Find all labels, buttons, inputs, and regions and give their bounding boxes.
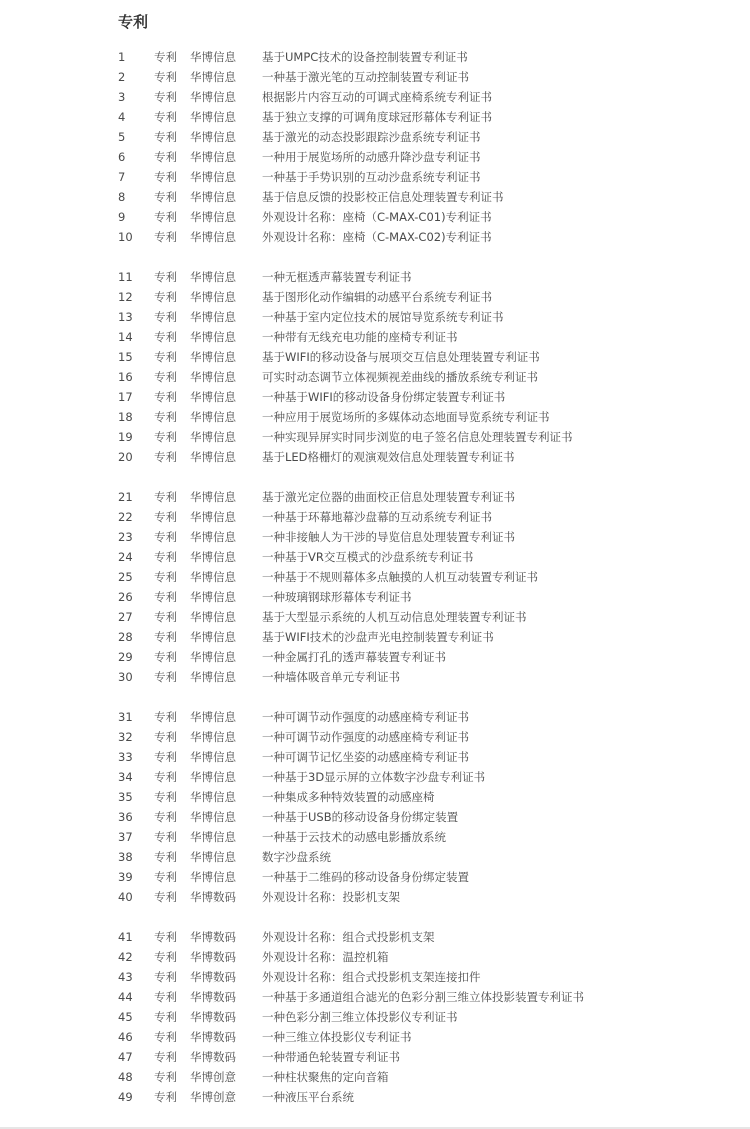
patent-number: 36 [118,810,133,824]
patent-title: 一种可调节动作强度的动感座椅专利证书 [262,710,469,724]
patent-title: 一种墙体吸音单元专利证书 [262,670,400,684]
patent-title: 基于WIFI的移动设备与展项交互信息处理装置专利证书 [262,350,540,364]
patent-row [0,147,750,167]
patent-type: 专利 [154,670,177,684]
patent-number: 43 [118,970,133,984]
patent-number: 6 [118,150,126,164]
patent-type: 专利 [154,50,177,64]
patent-company: 华博信息 [190,670,236,684]
patent-number: 8 [118,190,126,204]
patent-title: 一种基于手势识别的互动沙盘系统专利证书 [262,170,481,184]
patent-row [0,1067,750,1087]
patent-type: 专利 [154,1050,177,1064]
patent-type: 专利 [154,1090,177,1104]
patent-number: 19 [118,430,133,444]
patent-type: 专利 [154,890,177,904]
patent-type: 专利 [154,430,177,444]
patent-row [0,447,750,467]
patent-row [0,987,750,1007]
patent-row [0,967,750,987]
patent-company: 华博数码 [190,1010,236,1024]
patent-row [0,1087,750,1107]
patent-number: 2 [118,70,126,84]
patent-type: 专利 [154,950,177,964]
patent-company: 华博数码 [190,1050,236,1064]
patent-title: 一种金属打孔的透声幕装置专利证书 [262,650,446,664]
patent-company: 华博信息 [190,730,236,744]
patent-number: 13 [118,310,133,324]
patent-company: 华博数码 [190,970,236,984]
patent-title: 一种应用于展览场所的多媒体动态地面导览系统专利证书 [262,410,550,424]
patent-title: 一种基于激光笔的互动控制装置专利证书 [262,70,469,84]
patent-company: 华博信息 [190,750,236,764]
patent-type: 专利 [154,330,177,344]
patent-company: 华博数码 [190,890,236,904]
patent-type: 专利 [154,410,177,424]
patent-title: 一种基于环幕地幕沙盘幕的互动系统专利证书 [262,510,492,524]
patent-number: 16 [118,370,133,384]
patent-row [0,1007,750,1027]
patent-number: 33 [118,750,133,764]
patent-row [0,47,750,67]
patent-type: 专利 [154,230,177,244]
patent-company: 华博信息 [190,290,236,304]
patent-type: 专利 [154,450,177,464]
patent-company: 华博信息 [190,650,236,664]
patent-company: 华博信息 [190,630,236,644]
patent-title: 一种带通色轮装置专利证书 [262,1050,400,1064]
patent-number: 42 [118,950,133,964]
patent-number: 18 [118,410,133,424]
patent-company: 华博信息 [190,810,236,824]
patent-number: 25 [118,570,133,584]
patent-number: 15 [118,350,133,364]
patent-title: 外观设计名称：投影机支架 [262,890,400,904]
patent-title: 一种集成多种特效装置的动感座椅 [262,790,435,804]
patent-type: 专利 [154,970,177,984]
patent-type: 专利 [154,490,177,504]
patent-number: 20 [118,450,133,464]
patent-row [0,887,750,907]
patent-number: 23 [118,530,133,544]
patent-title: 一种三维立体投影仪专利证书 [262,1030,412,1044]
patent-type: 专利 [154,510,177,524]
patent-number: 24 [118,550,133,564]
patent-type: 专利 [154,290,177,304]
patent-number: 49 [118,1090,133,1104]
patent-type: 专利 [154,90,177,104]
patent-title: 一种用于展览场所的动感升降沙盘专利证书 [262,150,481,164]
patent-company: 华博信息 [190,590,236,604]
patent-title: 基于WIFI技术的沙盘声光电控制装置专利证书 [262,630,494,644]
patent-number: 14 [118,330,133,344]
patent-number: 37 [118,830,133,844]
patent-type: 专利 [154,370,177,384]
patent-row [0,227,750,247]
patent-row [0,427,750,447]
patent-type: 专利 [154,150,177,164]
patent-company: 华博信息 [190,230,236,244]
patent-group [0,707,750,907]
patent-row [0,407,750,427]
patent-number: 12 [118,290,133,304]
patent-type: 专利 [154,830,177,844]
patent-row [0,567,750,587]
patent-row [0,307,750,327]
patent-number: 26 [118,590,133,604]
patent-row [0,507,750,527]
patent-company: 华博创意 [190,1090,236,1104]
patent-row [0,187,750,207]
patent-type: 专利 [154,710,177,724]
patent-title: 外观设计名称：组合式投影机支架连接扣件 [262,970,481,984]
patent-number: 27 [118,610,133,624]
patent-company: 华博信息 [190,850,236,864]
patent-company: 华博信息 [190,410,236,424]
patent-title: 可实时动态调节立体视频视差曲线的播放系统专利证书 [262,370,538,384]
patent-number: 30 [118,670,133,684]
patent-company: 华博数码 [190,930,236,944]
patent-number: 17 [118,390,133,404]
patent-type: 专利 [154,210,177,224]
patent-title: 一种基于不规则幕体多点触摸的人机互动装置专利证书 [262,570,538,584]
patent-group [0,487,750,687]
patent-title: 基于信息反馈的投影校正信息处理装置专利证书 [262,190,504,204]
patent-type: 专利 [154,610,177,624]
patent-row [0,727,750,747]
patent-row [0,847,750,867]
patent-row [0,627,750,647]
patent-row [0,67,750,87]
patent-title: 基于独立支撑的可调角度球冠形幕体专利证书 [262,110,492,124]
patent-number: 38 [118,850,133,864]
patent-group [0,927,750,1107]
patent-row [0,167,750,187]
patent-type: 专利 [154,190,177,204]
patent-row [0,107,750,127]
patent-row [0,267,750,287]
patent-number: 29 [118,650,133,664]
patent-number: 1 [118,50,126,64]
patent-title: 外观设计名称：温控机箱 [262,950,389,964]
patent-number: 10 [118,230,133,244]
patent-title: 外观设计名称：组合式投影机支架 [262,930,435,944]
patent-company: 华博信息 [190,170,236,184]
patent-row [0,527,750,547]
patent-number: 32 [118,730,133,744]
patent-type: 专利 [154,530,177,544]
patent-type: 专利 [154,810,177,824]
patent-row [0,547,750,567]
patent-row [0,1047,750,1067]
patent-number: 39 [118,870,133,884]
patent-company: 华博数码 [190,1030,236,1044]
patent-type: 专利 [154,870,177,884]
patent-type: 专利 [154,630,177,644]
patent-number: 47 [118,1050,133,1064]
patent-company: 华博信息 [190,370,236,384]
patent-company: 华博信息 [190,430,236,444]
patent-company: 华博数码 [190,990,236,1004]
patent-title: 基于激光的动态投影跟踪沙盘系统专利证书 [262,130,481,144]
patent-title: 一种无框透声幕装置专利证书 [262,270,412,284]
patent-type: 专利 [154,350,177,364]
patent-number: 34 [118,770,133,784]
patent-number: 35 [118,790,133,804]
patent-number: 21 [118,490,133,504]
patent-number: 5 [118,130,126,144]
patent-title: 一种液压平台系统 [262,1090,354,1104]
patent-title: 一种基于WIFI的移动设备身份绑定装置专利证书 [262,390,506,404]
patent-company: 华博信息 [190,510,236,524]
patent-type: 专利 [154,270,177,284]
patent-row [0,647,750,667]
patent-row [0,287,750,307]
patent-group [0,47,750,247]
patent-type: 专利 [154,310,177,324]
patent-type: 专利 [154,990,177,1004]
patent-company: 华博信息 [190,550,236,564]
patent-company: 华博信息 [190,870,236,884]
patent-company: 华博信息 [190,490,236,504]
patent-title: 数字沙盘系统 [262,850,331,864]
patent-row [0,787,750,807]
patent-company: 华博信息 [190,110,236,124]
patent-company: 华博数码 [190,950,236,964]
patent-company: 华博信息 [190,130,236,144]
patent-company: 华博信息 [190,270,236,284]
patent-company: 华博信息 [190,530,236,544]
patent-row [0,867,750,887]
patent-title: 一种色彩分割三维立体投影仪专利证书 [262,1010,458,1024]
patent-row [0,127,750,147]
patent-title: 外观设计名称：座椅（C-MAX-C01)专利证书 [262,210,492,224]
patent-title: 一种可调节记忆坐姿的动感座椅专利证书 [262,750,469,764]
patent-company: 华博信息 [190,710,236,724]
patent-row [0,767,750,787]
patent-company: 华博信息 [190,210,236,224]
patent-type: 专利 [154,1010,177,1024]
patent-title: 一种玻璃钢球形幕体专利证书 [262,590,412,604]
patent-row [0,607,750,627]
patent-number: 45 [118,1010,133,1024]
patent-title: 外观设计名称：座椅（C-MAX-C02)专利证书 [262,230,492,244]
patent-number: 22 [118,510,133,524]
patent-title: 根据影片内容互动的可调式座椅系统专利证书 [262,90,492,104]
patent-type: 专利 [154,130,177,144]
patent-company: 华博信息 [190,90,236,104]
patent-type: 专利 [154,590,177,604]
patent-title: 一种基于室内定位技术的展馆导览系统专利证书 [262,310,504,324]
patent-company: 华博信息 [190,390,236,404]
patent-row [0,207,750,227]
patent-type: 专利 [154,110,177,124]
patent-title: 一种带有无线充电功能的座椅专利证书 [262,330,458,344]
patent-row [0,927,750,947]
patent-company: 华博信息 [190,330,236,344]
patent-number: 9 [118,210,126,224]
patent-row [0,1027,750,1047]
patent-type: 专利 [154,390,177,404]
patent-title: 一种基于云技术的动感电影播放系统 [262,830,446,844]
patent-number: 40 [118,890,133,904]
patent-title: 基于图形化动作编辑的动感平台系统专利证书 [262,290,492,304]
patent-type: 专利 [154,770,177,784]
patent-type: 专利 [154,1070,177,1084]
patent-company: 华博信息 [190,350,236,364]
patent-company: 华博创意 [190,1070,236,1084]
patent-title: 一种基于VR交互模式的沙盘系统专利证书 [262,550,474,564]
patent-type: 专利 [154,70,177,84]
patent-type: 专利 [154,730,177,744]
patent-type: 专利 [154,570,177,584]
patent-title: 一种柱状聚焦的定向音箱 [262,1070,389,1084]
patent-row [0,947,750,967]
patent-number: 46 [118,1030,133,1044]
patent-row [0,807,750,827]
patent-title: 一种可调节动作强度的动感座椅专利证书 [262,730,469,744]
patent-type: 专利 [154,1030,177,1044]
patent-group [0,267,750,467]
patent-number: 28 [118,630,133,644]
patent-title: 一种基于3D显示屏的立体数字沙盘专利证书 [262,770,486,784]
patent-row [0,487,750,507]
patent-title: 一种实现异屏实时同步浏览的电子签名信息处理装置专利证书 [262,430,573,444]
patent-list [0,47,750,1127]
patent-title: 基于大型显示系统的人机互动信息处理装置专利证书 [262,610,527,624]
patent-title: 一种基于二维码的移动设备身份绑定装置 [262,870,469,884]
patent-title: 基于UMPC技术的设备控制装置专利证书 [262,50,468,64]
patent-company: 华博信息 [190,450,236,464]
patent-type: 专利 [154,750,177,764]
patent-number: 41 [118,930,133,944]
patent-row [0,587,750,607]
patent-title: 基于LED格栅灯的观演观效信息处理装置专利证书 [262,450,515,464]
patent-type: 专利 [154,790,177,804]
patent-company: 华博信息 [190,570,236,584]
patent-row [0,827,750,847]
patent-company: 华博信息 [190,790,236,804]
patent-title: 基于激光定位器的曲面校正信息处理装置专利证书 [262,490,515,504]
patent-company: 华博信息 [190,770,236,784]
patent-number: 48 [118,1070,133,1084]
patent-number: 7 [118,170,126,184]
patent-company: 华博信息 [190,50,236,64]
patent-title: 一种基于USB的移动设备身份绑定装置 [262,810,459,824]
patent-row [0,747,750,767]
patent-company: 华博信息 [190,190,236,204]
patent-row [0,667,750,687]
patent-row [0,387,750,407]
patent-company: 华博信息 [190,310,236,324]
patent-number: 44 [118,990,133,1004]
page-title: 专利 [118,13,149,31]
patent-number: 31 [118,710,133,724]
patent-title: 一种非接触人为干涉的导览信息处理装置专利证书 [262,530,515,544]
patent-type: 专利 [154,170,177,184]
patent-row [0,367,750,387]
patent-title: 一种基于多通道组合滤光的色彩分割三维立体投影装置专利证书 [262,990,584,1004]
patent-type: 专利 [154,930,177,944]
patent-row [0,347,750,367]
patent-company: 华博信息 [190,150,236,164]
patent-type: 专利 [154,850,177,864]
patent-number: 4 [118,110,126,124]
patent-type: 专利 [154,550,177,564]
patent-company: 华博信息 [190,830,236,844]
patent-company: 华博信息 [190,610,236,624]
patent-type: 专利 [154,650,177,664]
patent-row [0,327,750,347]
patent-row [0,87,750,107]
patent-number: 11 [118,270,133,284]
patent-number: 3 [118,90,126,104]
patent-row [0,707,750,727]
patent-company: 华博信息 [190,70,236,84]
